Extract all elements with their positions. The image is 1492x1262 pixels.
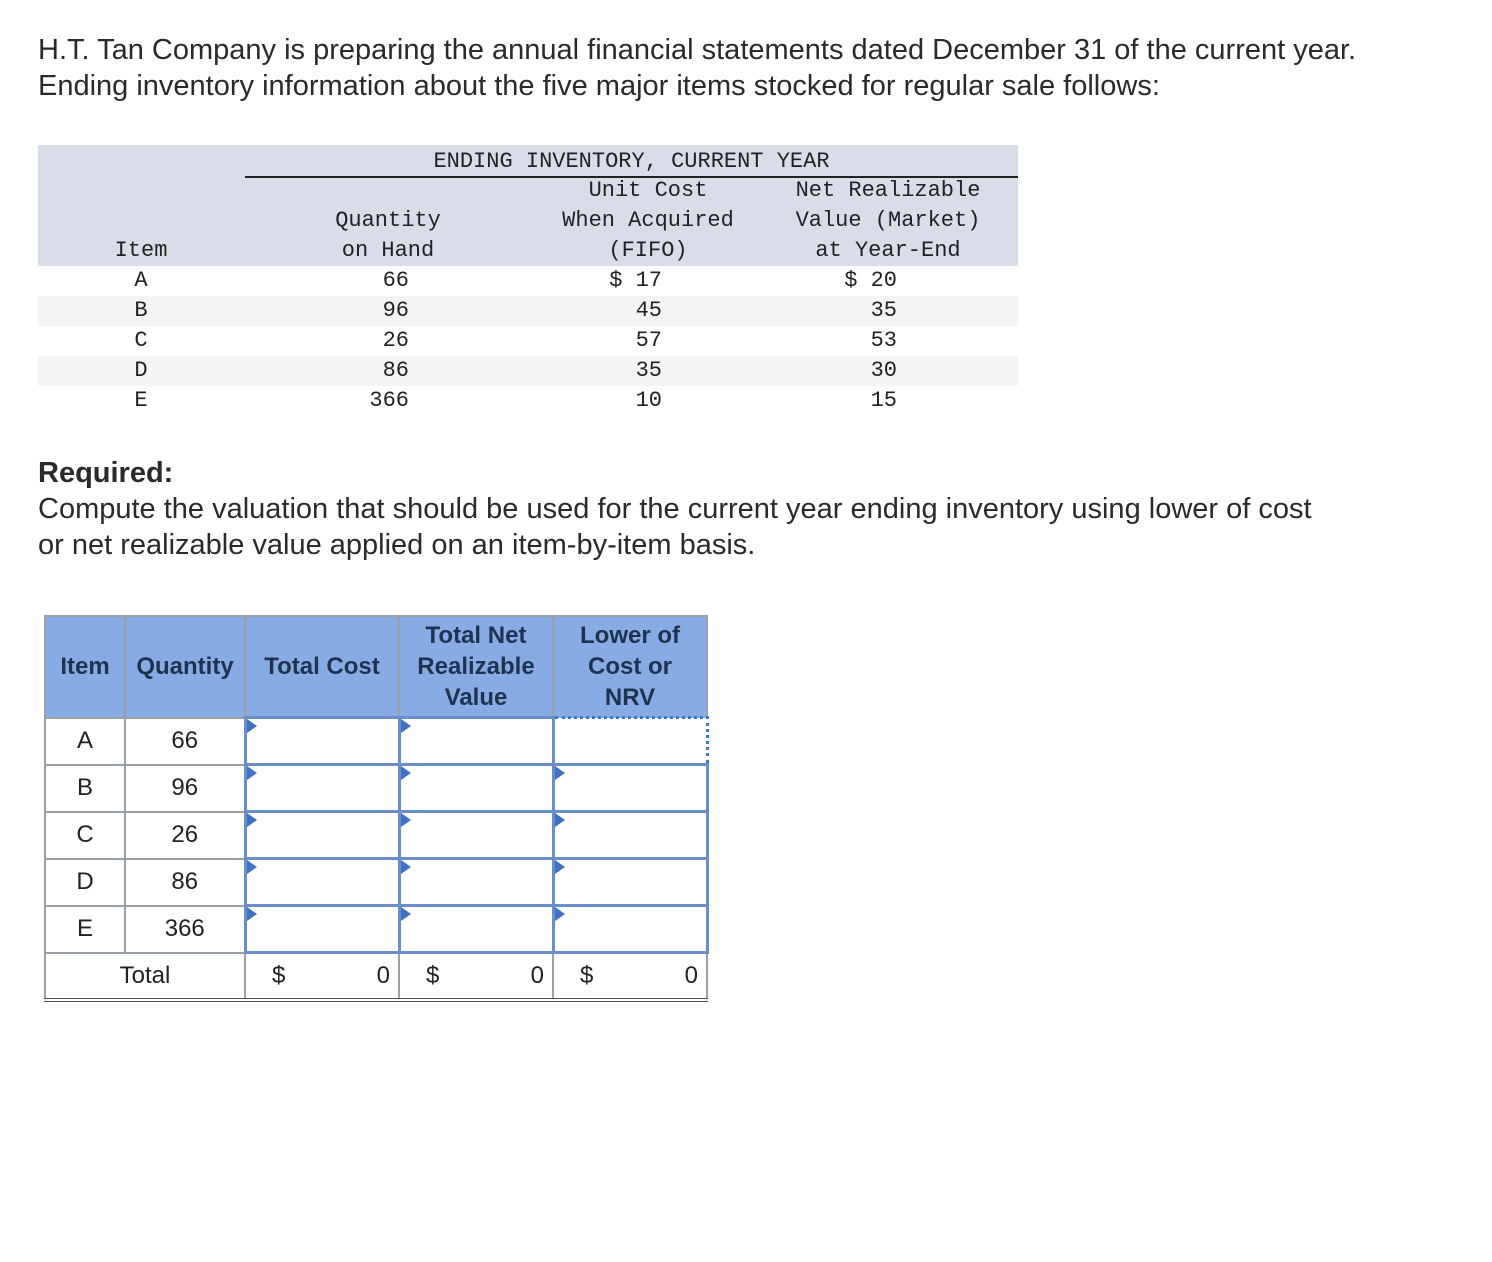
input-marker-icon [555, 813, 565, 827]
header-unit-cost-line3: (FIFO) [608, 238, 688, 263]
total-nrv-input-b[interactable] [399, 765, 553, 812]
answer-item: D [45, 859, 125, 906]
lcnrv-input-b[interactable] [553, 765, 707, 812]
inventory-row [38, 326, 1018, 356]
total-cost-amount: 0 [376, 962, 390, 989]
header-nrv-line1: Net Realizable [795, 178, 981, 203]
total-nrv-value [399, 953, 553, 1001]
col-header-lcnrv-line2: Cost or [588, 653, 672, 680]
answer-item: A [45, 718, 125, 765]
input-marker-icon [247, 813, 257, 827]
lcnrv-input-c[interactable] [553, 812, 707, 859]
answer-header-row [45, 616, 707, 718]
inventory-item: D [134, 358, 148, 383]
total-cost-input-c[interactable] [245, 812, 399, 859]
required-line-2: or net realizable value applied on an item-by-item basis. [38, 529, 756, 561]
inventory-quantity: 96 [382, 298, 409, 323]
currency-symbol: $ [272, 962, 286, 989]
inventory-table-title: ENDING INVENTORY, CURRENT YEAR [245, 148, 1018, 178]
inventory-row [38, 356, 1018, 386]
col-header-lcnrv [553, 616, 707, 718]
inventory-row [38, 266, 1018, 296]
answer-item: C [45, 812, 125, 859]
col-header-lcnrv-line1: Lower of [580, 622, 680, 649]
input-marker-icon [247, 766, 257, 780]
input-marker-icon [401, 907, 411, 921]
inventory-unit-cost: 35 [635, 358, 662, 383]
answer-quantity: 366 [125, 906, 245, 953]
inventory-row [38, 296, 1018, 326]
intro-line-2: Ending inventory information about the five major items stocked for regular sale follows: [38, 70, 1160, 102]
total-nrv-amount: 0 [530, 962, 544, 989]
answer-item: E [45, 906, 125, 953]
total-lcnrv-amount: 0 [684, 962, 698, 989]
inventory-nrv: 35 [870, 298, 897, 323]
currency-symbol: $ [580, 962, 594, 989]
answer-quantity: 96 [125, 765, 245, 812]
answer-table [44, 615, 709, 1002]
input-marker-icon [247, 907, 257, 921]
col-header-lcnrv-line3: NRV [604, 684, 656, 711]
inventory-row [38, 386, 1018, 416]
header-unit-cost-line2: When Acquired [562, 208, 734, 233]
inventory-item: A [134, 268, 148, 293]
lcnrv-input-d[interactable] [553, 859, 707, 906]
inventory-table [38, 145, 1018, 416]
total-label: Total [45, 953, 245, 1001]
total-cost-value [245, 953, 399, 1001]
inventory-quantity: 26 [382, 328, 409, 353]
required-heading: Required: [38, 457, 174, 489]
intro-line-1: H.T. Tan Company is preparing the annual financial statements dated December 31 of the current year. [38, 34, 1357, 66]
inventory-unit-cost: 45 [635, 298, 662, 323]
input-marker-icon [401, 860, 411, 874]
inventory-item: E [134, 388, 148, 413]
header-item: Item [114, 238, 168, 263]
required-line-1: Compute the valuation that should be used for the current year ending inventory using lower of cost [38, 493, 1312, 525]
input-marker-icon [401, 766, 411, 780]
inventory-unit-cost: 57 [635, 328, 662, 353]
header-quantity-line2: on Hand [341, 238, 435, 263]
total-nrv-input-c[interactable] [399, 812, 553, 859]
lcnrv-input-e[interactable] [553, 906, 707, 953]
col-header-total-nrv-line3: Value [444, 684, 508, 711]
answer-row-c [45, 812, 707, 859]
inventory-quantity: 366 [369, 388, 409, 413]
total-cost-input-e[interactable] [245, 906, 399, 953]
lcnrv-input-a[interactable] [553, 718, 707, 765]
header-unit-cost-line1: Unit Cost [588, 178, 708, 203]
answer-row-a [45, 718, 707, 765]
answer-quantity: 86 [125, 859, 245, 906]
answer-total-row [45, 953, 707, 1001]
inventory-nrv: 53 [870, 328, 897, 353]
problem-intro [38, 32, 1468, 104]
header-nrv-line3: at Year-End [815, 238, 961, 263]
col-header-quantity: Quantity [125, 616, 245, 718]
col-header-total-nrv-line2: Realizable [417, 653, 535, 680]
answer-quantity: 66 [125, 718, 245, 765]
total-nrv-input-d[interactable] [399, 859, 553, 906]
required-section [38, 455, 1468, 563]
inventory-item: B [134, 298, 148, 323]
input-marker-icon [247, 719, 257, 733]
col-header-total-nrv [399, 616, 553, 718]
total-cost-input-d[interactable] [245, 859, 399, 906]
inventory-nrv: $ 20 [844, 268, 897, 293]
header-nrv-line2: Value (Market) [795, 208, 981, 233]
total-nrv-input-e[interactable] [399, 906, 553, 953]
currency-symbol: $ [426, 962, 440, 989]
answer-row-d [45, 859, 707, 906]
col-header-item: Item [45, 616, 125, 718]
input-marker-icon [555, 766, 565, 780]
inventory-item: C [134, 328, 148, 353]
inventory-unit-cost: $ 17 [609, 268, 662, 293]
inventory-unit-cost: 10 [635, 388, 662, 413]
inventory-nrv: 30 [870, 358, 897, 383]
inventory-nrv: 15 [870, 388, 897, 413]
total-lcnrv-value [553, 953, 707, 1001]
input-marker-icon [555, 907, 565, 921]
answer-quantity: 26 [125, 812, 245, 859]
input-marker-icon [555, 860, 565, 874]
inventory-table-header [38, 145, 1018, 266]
total-cost-input-a[interactable] [245, 718, 399, 765]
col-header-total-nrv-line1: Total Net [425, 622, 527, 649]
input-marker-icon [401, 813, 411, 827]
inventory-quantity: 86 [382, 358, 409, 383]
input-marker-icon [247, 860, 257, 874]
input-marker-icon [401, 719, 411, 733]
answer-item: B [45, 765, 125, 812]
col-header-total-cost: Total Cost [245, 616, 399, 718]
total-cost-input-b[interactable] [245, 765, 399, 812]
inventory-quantity: 66 [382, 268, 409, 293]
total-nrv-input-a[interactable] [399, 718, 553, 765]
header-quantity-line1: Quantity [335, 208, 441, 233]
answer-row-e [45, 906, 707, 953]
answer-row-b [45, 765, 707, 812]
